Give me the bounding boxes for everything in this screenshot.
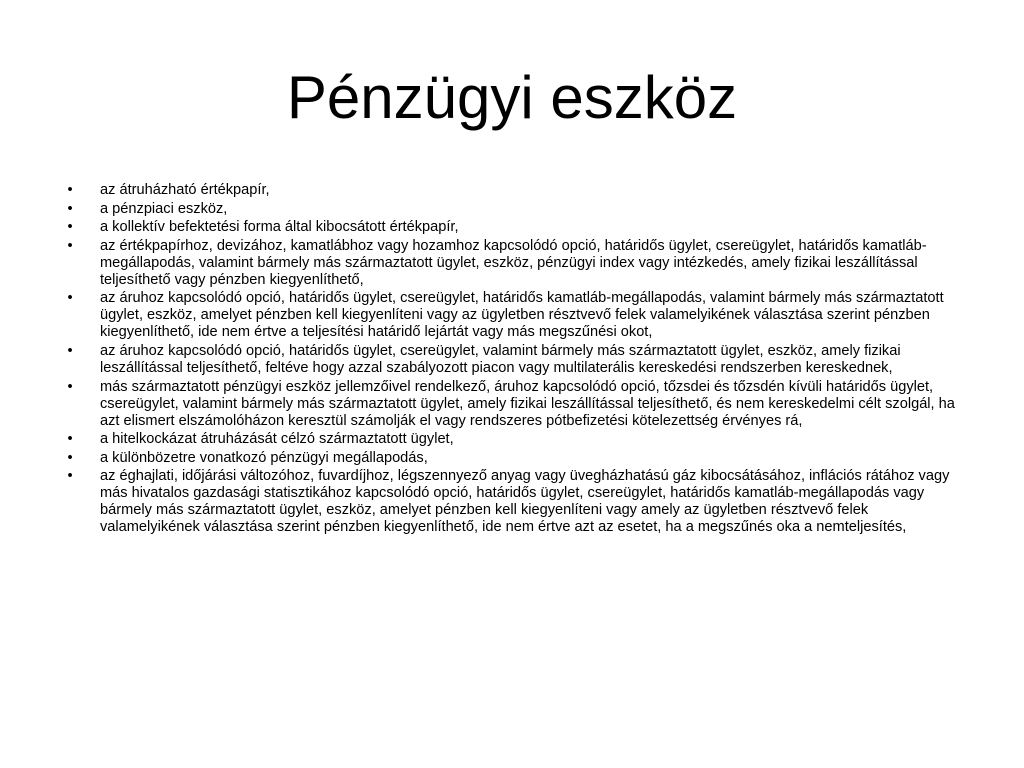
list-item-text: a különbözetre vonatkozó pénzügyi megállapodás, bbox=[100, 449, 428, 466]
list-item bbox=[60, 343, 960, 377]
list-item bbox=[60, 201, 960, 218]
bullet-icon: • bbox=[67, 182, 73, 198]
list-item-text: az áruhoz kapcsolódó opció, határidős ügylet, csereügylet, határidős kamatláb-megállapodás, valamint bármely más származtatott ügylet, eszköz, amelyet pénzben kell kiegyenlíteni vagy az ügyletben résztvevő felek valamelyikének választása szerint pénzben kiegyenlíthető, ide nem értve a teljesítési határidő lejártát vagy más megszűnési okot, bbox=[100, 290, 944, 341]
list-item-text: más származtatott pénzügyi eszköz jellemzőivel rendelkező, áruhoz kapcsolódó opció, tőzsdei és tőzsdén kívüli határidős ügylet, csereügylet, valamint bármely más származtatott ügylet, amely fizikai leszállítással teljesíthető, és nem kereskedelmi célt szolgál, ha azt elismert elszámolóházon keresztül számolják el vagy rendszeres pótbefizetési kötelezettség érvényes rá, bbox=[100, 378, 955, 429]
list-item-text: a pénzpiaci eszköz, bbox=[100, 200, 228, 217]
list-item bbox=[60, 238, 960, 289]
bullet-icon: • bbox=[67, 468, 73, 485]
list-item bbox=[60, 219, 960, 236]
bullet-icon: • bbox=[67, 237, 73, 254]
list-item bbox=[60, 182, 960, 199]
list-item-text: az áruhoz kapcsolódó opció, határidős ügylet, csereügylet, valamint bármely más származtatott ügylet, eszköz, amely fizikai leszállítással teljesíthető, feltéve hogy azzal szabályozott piacon vagy multilaterális kereskedési rendszerben kereskednek, bbox=[100, 342, 901, 376]
list-item-text: az átruházható értékpapír, bbox=[100, 182, 270, 198]
bullet-icon: • bbox=[67, 200, 73, 217]
list-item-text: a kollektív befektetési forma által kibocsátott értékpapír, bbox=[100, 219, 459, 236]
bullet-icon: • bbox=[67, 219, 73, 236]
list-item bbox=[60, 290, 960, 341]
list-item-text: a hitelkockázat átruházását célzó származtatott ügylet, bbox=[100, 431, 454, 448]
bullet-icon: • bbox=[67, 378, 73, 395]
list-item bbox=[60, 431, 960, 448]
bullet-icon: • bbox=[67, 449, 73, 466]
list-item bbox=[60, 450, 960, 467]
bullet-icon: • bbox=[67, 431, 73, 448]
slide-title: Pénzügyi eszköz bbox=[286, 64, 738, 131]
list-item-text: az éghajlati, időjárási változóhoz, fuvardíjhoz, légszennyező anyag vagy üvegházhatású gáz kibocsátásához, inflációs rátához vagy más hivatalos gazdasági statisztikához kapcsolódó opció, határidős ügylet, csereügylet, határidős kamatláb-megállapodás vagy bármely más származtatott ügylet, eszköz, amelyet pénzben kell kiegyenlíteni vagy amely az ügyletben résztvevő felek valamelyikének választása szerint pénzben kiegyenlíthető, ide nem értve azt az esetet, ha a megszűnés oka a nemteljesítés, bbox=[100, 468, 950, 536]
list-item bbox=[60, 379, 960, 430]
list-item bbox=[60, 468, 960, 536]
bullet-icon: • bbox=[67, 342, 73, 359]
bullet-list bbox=[60, 182, 960, 538]
list-item-text: az értékpapírhoz, devizához, kamatlábhoz vagy hozamhoz kapcsolódó opció, határidős ügylet, csereügylet, határidős kamatláb-megállapodás, valamint bármely más származtatott ügylet, eszköz, pénzügyi index vagy intézkedés, amely fizikai leszállítással teljesíthető vagy pénzben kiegyenlíthető, bbox=[100, 237, 927, 288]
bullet-icon: • bbox=[67, 290, 73, 307]
